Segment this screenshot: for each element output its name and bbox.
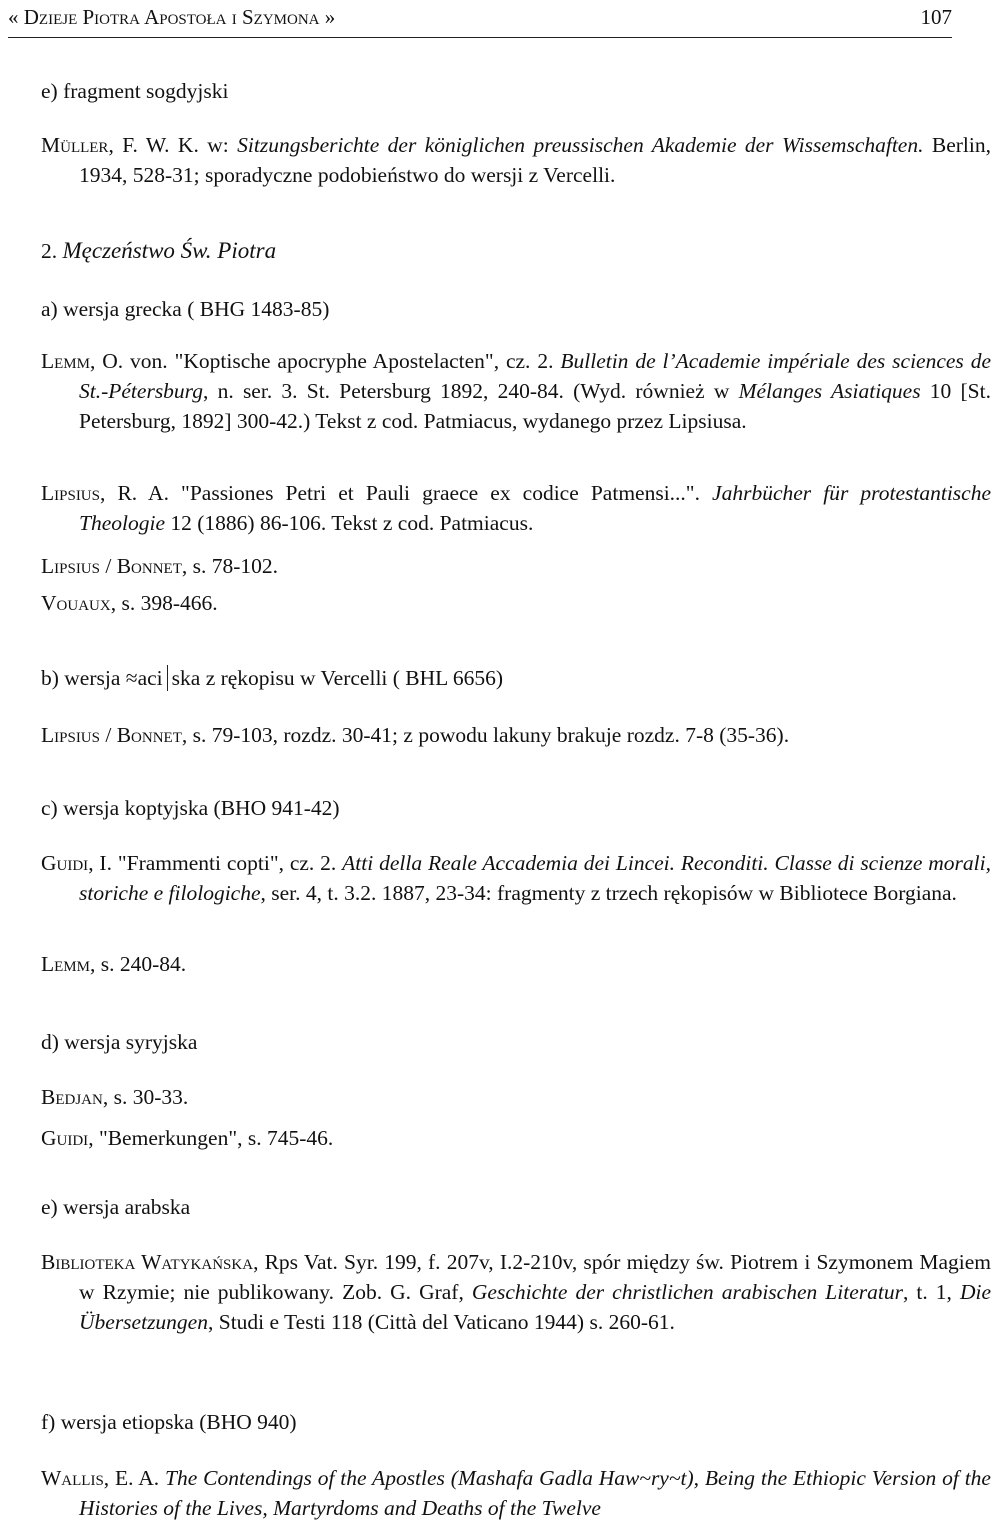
entry-author: Lemm — [41, 952, 90, 976]
entry-author: Guidi — [41, 851, 89, 875]
entry-author: Guidi — [41, 1126, 89, 1150]
bib-entry-muller: Müller, F. W. K. w: Sitzungsberichte der königlichen preussischen Akademie der Wissemschaften. Berlin, 1934, 528-31; sporadyczne podobieństwo do wersji z Vercelli. — [41, 133, 991, 187]
missing-glyph-box — [167, 665, 168, 691]
entry-author: Lipsius — [41, 481, 100, 505]
bib-entry-guidi-bemerkungen: Guidi, "Bemerkungen", s. 745-46. — [41, 1126, 334, 1150]
bib-entry-lipsius-bonnet: Lipsius / Bonnet, s. 78-102. — [41, 554, 279, 578]
entry-author: Lipsius / Bonnet — [41, 723, 182, 747]
bib-entry-lemm: Lemm, O. von. "Koptische apocryphe Apostelacten", cz. 2. Bulletin de l’Academie impériale des sciences de St.-Pétersburg, n. ser. 3. St. Petersburg 1892, 240-84. (Wyd. również w Mélanges Asiatiques 10 [St. Petersburg, 1892] 300-42.) Tekst z cod. Patmiacus, wydanego przez Lipsiusa. — [41, 349, 991, 433]
entry-author: Wallis — [41, 1466, 104, 1490]
section-heading-syriac: d) wersja syryjska — [41, 1030, 198, 1054]
entry-author: Vouaux — [41, 591, 111, 615]
entry-author: Müller, F. W. K. — [41, 133, 199, 157]
bib-entry-vouaux: Vouaux, s. 398-466. — [41, 591, 218, 615]
entry-author: Biblioteka Watykańska — [41, 1250, 254, 1274]
entry-author: Lemm — [41, 349, 90, 373]
section-heading-arabic: e) wersja arabska — [41, 1195, 191, 1219]
header-rule — [8, 37, 952, 38]
bib-entry-guidi-frammenti: Guidi, I. "Frammenti copti", cz. 2. Atti della Reale Accademia dei Lincei. Reconditi. Classe di scienze morali, storiche e filologiche, ser. 4, t. 3.2. 1887, 23-34: fragmenty z trzech rękopisów w Bibliotece Borgiana. — [41, 851, 991, 905]
bib-entry-bedjan: Bedjan, s. 30-33. — [41, 1085, 189, 1109]
section-heading-latin: b) wersja ≈aci ska z rękopisu w Vercelli ( BHL 6656) — [41, 666, 504, 690]
approx-icon: ≈ — [125, 666, 138, 690]
bib-entry-lipsius-bonnet-latin: Lipsius / Bonnet, s. 79-103, rozdz. 30-41; z powodu lakuny brakuje rozdz. 7-8 (35-36). — [41, 723, 790, 747]
section-heading-coptic: c) wersja koptyjska (BHO 941-42) — [41, 796, 340, 820]
section-heading-ethiopic: f) wersja etiopska (BHO 940) — [41, 1410, 297, 1434]
running-title: « Dzieje Piotra Apostoła i Szymona » — [8, 5, 336, 29]
section-heading-sogdian: e) fragment sogdyjski — [41, 79, 229, 103]
bib-entry-vatican-library: Biblioteka Watykańska, Rps Vat. Syr. 199, f. 207v, I.2-210v, spór między św. Piotrem i Szymonem Magiem w Rzymie; nie publikowany. Zob. G. Graf, Geschichte der christlichen arabischen Literatur, t. 1, Die Übersetzungen, Studi e Testi 118 (Città del Vaticano 1944) s. 260-61. — [41, 1250, 991, 1334]
bib-entry-lipsius: Lipsius, R. A. "Passiones Petri et Pauli graece ex codice Patmensi...". Jahrbücher für protestantische Theologie 12 (1886) 86-106. Tekst z cod. Patmiacus. — [41, 481, 991, 535]
entry-author: Lipsius / Bonnet — [41, 554, 182, 578]
subsection-heading-martyrdom: 2. Męczeństwo Św. Piotra — [41, 238, 277, 263]
page-number: 107 — [920, 5, 952, 29]
bib-entry-wallis: Wallis, E. A. The Contendings of the Apostles (Mashafa Gadla Haw~ry~t), Being the Ethiopic Version of the Histories of the Lives, Martyrdoms and Deaths of the Twelve — [41, 1466, 991, 1520]
entry-author: Bedjan — [41, 1085, 103, 1109]
running-header — [8, 2, 952, 34]
section-heading-greek: a) wersja grecka ( BHG 1483-85) — [41, 297, 330, 321]
bib-entry-lemm-coptic: Lemm, s. 240-84. — [41, 952, 187, 976]
